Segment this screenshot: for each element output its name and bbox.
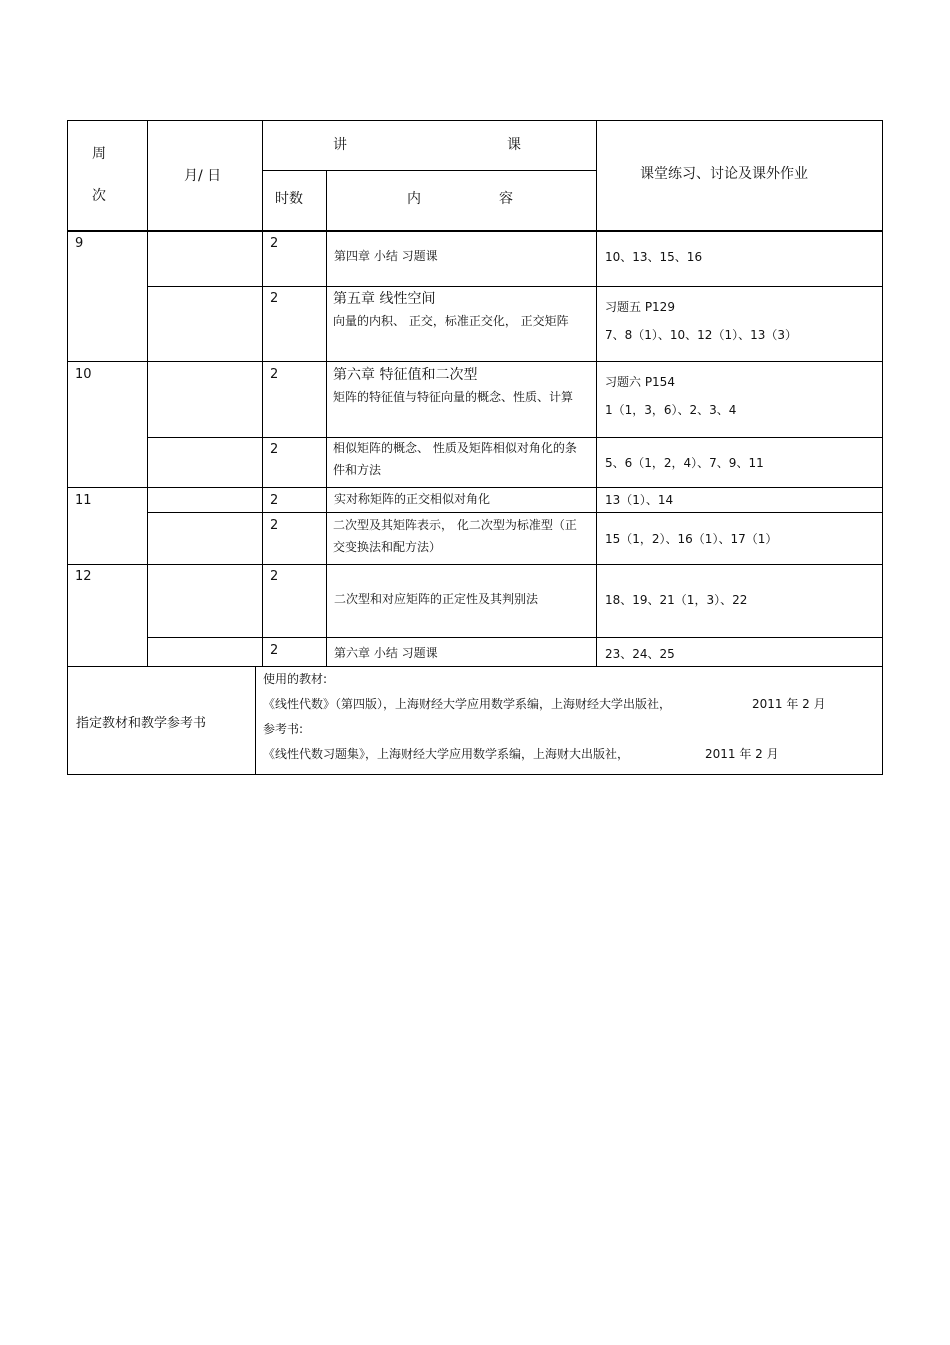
- row-detail: 相似矩阵的概念、 性质及矩阵相似对角化的条件和方法: [333, 441, 577, 477]
- header-lecture-2: 课: [507, 137, 521, 153]
- row-homework: 10、13、15、16: [605, 250, 703, 264]
- row-homework: 23、24、25: [605, 647, 675, 661]
- header-week-1: 周: [92, 146, 106, 162]
- row-homework: 15（1，2）、16（1）、17（1）: [605, 532, 778, 546]
- row-hours: 2: [270, 569, 279, 584]
- row-title: 第六章 小结 习题课: [334, 646, 438, 660]
- header-hours: 时数: [275, 191, 303, 207]
- row-title: 第五章 线性空间: [333, 291, 436, 307]
- row-line: [67, 361, 883, 362]
- row-line: [147, 512, 883, 513]
- col-line-content: [596, 120, 597, 666]
- header-bottom: [67, 230, 883, 232]
- week-number: 9: [75, 236, 84, 251]
- row-homework-line: 7、8（1）、10、12（1）、13（3）: [605, 328, 797, 342]
- row-detail: 矩阵的特征值与特征向量的概念、性质、计算: [333, 390, 574, 404]
- border-top: [67, 120, 883, 121]
- row-homework: [605, 368, 736, 424]
- row-homework: 13（1）、14: [605, 493, 674, 507]
- row-hours: 2: [270, 442, 279, 457]
- border-bottom: [67, 774, 883, 775]
- header-homework: 课堂练习、讨论及课外作业: [640, 166, 808, 182]
- col-line-week: [147, 120, 148, 666]
- row-content: [333, 514, 585, 558]
- footer-reference: 《线性代数习题集》，上海财经大学应用数学系编，上海财大出版社，: [263, 747, 630, 761]
- footer-label: 指定教材和教学参考书: [76, 716, 207, 731]
- row-hours: 2: [270, 291, 279, 306]
- row-line: [67, 666, 883, 667]
- header-lecture-1: 讲: [333, 137, 347, 153]
- row-detail: 二次型和对应矩阵的正定性及其判别法: [334, 592, 539, 606]
- col-line-date: [262, 120, 263, 666]
- row-detail: 二次型及其矩阵表示， 化二次型为标准型（正交变换法和配方法）: [333, 518, 577, 554]
- row-content: [333, 288, 585, 332]
- footer-reference-heading: 参考书:: [263, 722, 304, 736]
- footer-textbook: 《线性代数》（第四版），上海财经大学应用数学系编，上海财经大学出版社，: [263, 697, 672, 711]
- border-right: [882, 120, 883, 775]
- border-left: [67, 120, 68, 775]
- footer-textbook-date: 2011 年 2 月: [752, 697, 826, 711]
- week-number: 11: [75, 493, 92, 508]
- header-content-1: 内: [407, 191, 421, 207]
- header-split: [262, 170, 596, 171]
- row-hours: 2: [270, 493, 279, 508]
- row-hours: 2: [270, 643, 279, 658]
- row-homework-line: 习题五 P129: [605, 300, 675, 314]
- row-line: [67, 564, 883, 565]
- row-homework: 18、19、21（1，3）、22: [605, 593, 748, 607]
- row-homework-line: 1（1，3，6）、2、3、4: [605, 403, 737, 417]
- row-line: [67, 487, 883, 488]
- row-line: [147, 637, 883, 638]
- row-title: 第四章 小结 习题课: [334, 249, 438, 263]
- row-line: [147, 286, 883, 287]
- row-detail: 向量的内积、 正交，标准正交化， 正交矩阵: [333, 314, 569, 328]
- col-line-hours: [326, 170, 327, 666]
- header-date: 月/ 日: [184, 168, 222, 184]
- row-content: [333, 364, 585, 408]
- footer-split: [255, 666, 256, 775]
- header-week-2: 次: [92, 188, 106, 204]
- footer-reference-date: 2011 年 2 月: [705, 747, 779, 761]
- header-content-2: 容: [499, 191, 513, 207]
- row-homework: [605, 293, 797, 349]
- row-detail: 实对称矩阵的正交相似对角化: [334, 492, 491, 506]
- row-homework-line: 习题六 P154: [605, 375, 675, 389]
- row-content: [333, 437, 585, 481]
- week-number: 12: [75, 569, 92, 584]
- row-hours: 2: [270, 236, 279, 251]
- row-homework: 5、6（1，2，4）、7、9、11: [605, 456, 764, 470]
- row-hours: 2: [270, 367, 279, 382]
- footer-textbook-heading: 使用的教材:: [263, 672, 328, 686]
- row-hours: 2: [270, 518, 279, 533]
- week-number: 10: [75, 367, 92, 382]
- row-title: 第六章 特征值和二次型: [333, 367, 478, 383]
